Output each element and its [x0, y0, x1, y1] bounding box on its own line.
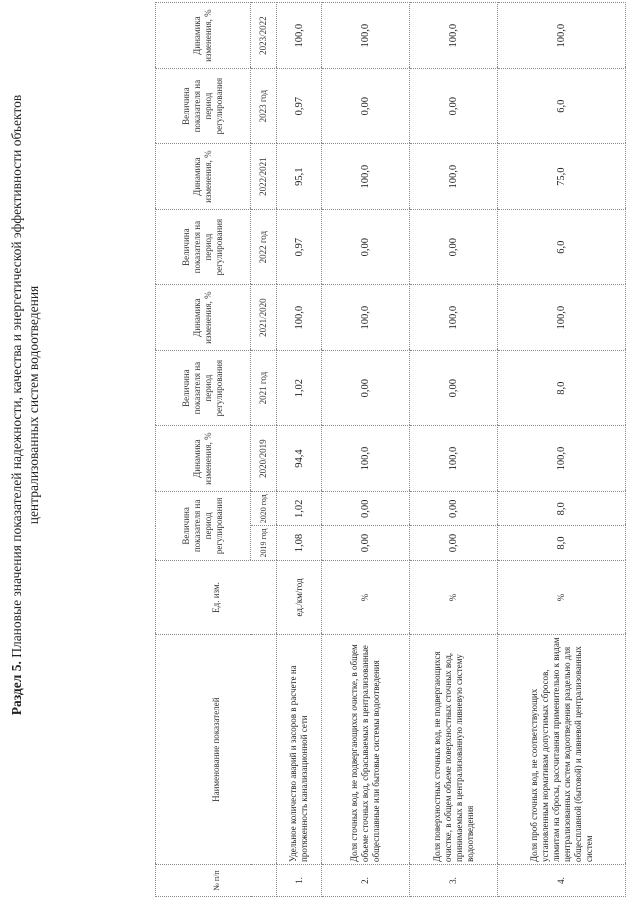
header-year-2022: 2022 год	[251, 210, 277, 285]
row-name: Доля сточных вод, не подвергающихся очистке, в общем объеме сточных вод, сбрасываемых в централизованные общесплавные или бытовые системы водоотведения	[322, 635, 410, 865]
row-num: 4.	[498, 864, 626, 896]
dynamics-2022: 100,0	[322, 144, 410, 210]
row-name: Доля поверхностных сточных вод, не подвергающихся очистке, в общем объеме поверхностных сточных вод, принимаемых в централизованную ливневую систему водоотведения	[410, 635, 498, 865]
header-ratio-2023-2022: 2023/2022	[251, 3, 277, 69]
header-dyn-2021: Динамика изменения, %	[156, 285, 251, 351]
table-row	[498, 3, 626, 897]
value-2021: 0,00	[322, 351, 410, 426]
value-2019: 1,08	[277, 526, 322, 560]
row-name: Доля проб сточных вод, не соответствующих установленным нормативам допустимых сбросов, лимитам на сбросы, рассчитанная применительно к видам централизованных систем водоотведения раздельно для общесплавной (бытовой) и ливневой централизованных систем	[498, 635, 626, 865]
header-year-2023: 2023 год	[251, 69, 277, 144]
section-title-text: Плановые значения показателей надежности, качества и энергетической эффективности объектов централизованных систем водоотведения	[9, 94, 41, 658]
row-num: 3.	[410, 864, 498, 896]
value-2020: 0,00	[322, 492, 410, 526]
value-2022: 0,00	[322, 210, 410, 285]
header-ratio-2022-2021: 2022/2021	[251, 144, 277, 210]
header-ratio-2021-2020: 2021/2020	[251, 285, 277, 351]
table-row	[322, 3, 410, 897]
dynamics-2023: 100,0	[498, 3, 626, 69]
value-2019: 0,00	[322, 526, 410, 560]
header-unit: Ед. изм.	[156, 560, 277, 635]
value-2022: 6,0	[498, 210, 626, 285]
value-2022: 0,00	[410, 210, 498, 285]
dynamics-2020: 100,0	[498, 426, 626, 492]
value-2021: 0,00	[410, 351, 498, 426]
table-row	[277, 3, 322, 897]
value-2020: 0,00	[410, 492, 498, 526]
row-unit: ед./км/год	[277, 560, 322, 635]
value-2022: 0,97	[277, 210, 322, 285]
value-2020: 1,02	[277, 492, 322, 526]
value-2019: 8,0	[498, 526, 626, 560]
row-num: 1.	[277, 864, 322, 896]
value-2023: 0,97	[277, 69, 322, 144]
section-title	[8, 55, 42, 755]
header-val-2023: Величина показателя на период регулирования	[156, 69, 251, 144]
table-row	[410, 3, 498, 897]
dynamics-2021: 100,0	[277, 285, 322, 351]
header-dyn-2020: Динамика изменения, %	[156, 426, 251, 492]
dynamics-2021: 100,0	[322, 285, 410, 351]
value-2023: 6,0	[498, 69, 626, 144]
header-dyn-2023: Динамика изменения, %	[156, 3, 251, 69]
dynamics-2022: 100,0	[410, 144, 498, 210]
row-unit: %	[410, 560, 498, 635]
value-2021: 8,0	[498, 351, 626, 426]
value-2021: 1,02	[277, 351, 322, 426]
header-year-2020: 2020 год	[251, 492, 277, 526]
header-num: № п/п	[156, 864, 277, 896]
header-name: Наименование показателей	[156, 635, 277, 865]
header-val-2021: Величина показателя на период регулирования	[156, 351, 251, 426]
dynamics-2023: 100,0	[410, 3, 498, 69]
value-2023: 0,00	[322, 69, 410, 144]
header-dyn-2022: Динамика изменения, %	[156, 144, 251, 210]
row-unit: %	[322, 560, 410, 635]
dynamics-2021: 100,0	[410, 285, 498, 351]
value-2023: 0,00	[410, 69, 498, 144]
row-name: Удельное количество аварий и засоров в расчете на протяженность канализационной сети	[277, 635, 322, 865]
row-num: 2.	[322, 864, 410, 896]
dynamics-2023: 100,0	[277, 3, 322, 69]
dynamics-2022: 95,1	[277, 144, 322, 210]
dynamics-2023: 100,0	[322, 3, 410, 69]
dynamics-2021: 100,0	[498, 285, 626, 351]
dynamics-2020: 100,0	[322, 426, 410, 492]
value-2019: 0,00	[410, 526, 498, 560]
dynamics-2020: 100,0	[410, 426, 498, 492]
dynamics-2022: 75,0	[498, 144, 626, 210]
dynamics-2020: 94,4	[277, 426, 322, 492]
header-ratio-2020-2019: 2020/2019	[251, 426, 277, 492]
value-2020: 8,0	[498, 492, 626, 526]
section-title-lead: Раздел 5.	[9, 661, 24, 716]
row-unit: %	[498, 560, 626, 635]
indicators-table	[155, 2, 626, 897]
header-val-2022: Величина показателя на период регулирования	[156, 210, 251, 285]
header-year-2021: 2021 год	[251, 351, 277, 426]
header-year-2019: 2019 год	[251, 526, 277, 560]
header-val-2019-2020: Величина показателя на период регулирования	[156, 492, 251, 560]
